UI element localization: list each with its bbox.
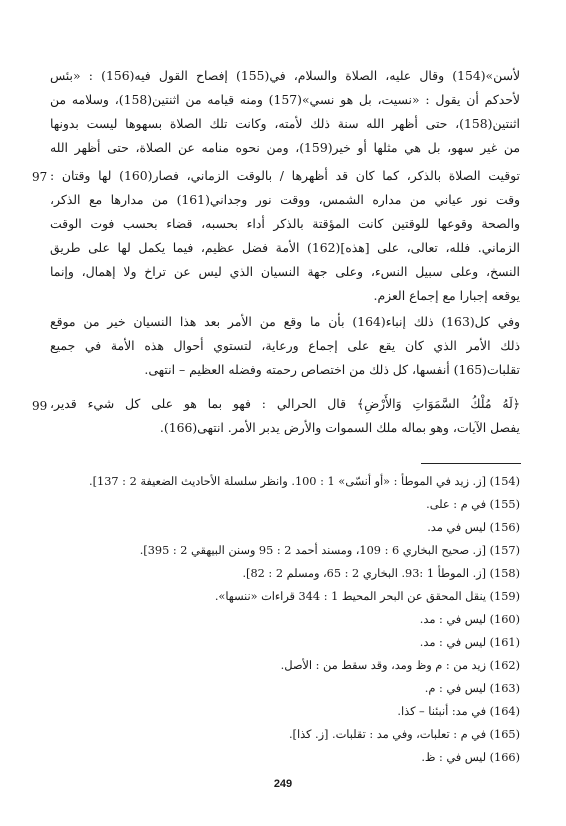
footnote: (165) في م : تعلبات، وفي مد : تقلبات. [ز. كذا].: [288, 728, 520, 741]
verse-number: 99: [32, 399, 48, 413]
footnote: (157) [ز. صحيح البخاري 6 : 109، ومسند أحمد 2 : 95 وسنن البيهقي 2 : 395].: [139, 544, 520, 557]
page-number: 249: [273, 778, 293, 790]
body-line: يفصل الآيات، وهو بماله ملك السموات والأرض يدبر الأمر. انتهى(166).: [159, 420, 520, 435]
body-line: الزماني. فلله، تعالى، على [هذه](162) الأمة فضل عظيم، فيما يكمل لها على طريق: [50, 240, 520, 255]
footnote: (155) في م : على.: [426, 498, 520, 511]
verse-number: 97: [32, 170, 48, 184]
body-line: يوقعه إجبارا مع إجماع العزم.: [373, 288, 520, 303]
footnote: (154) [ز. زيد في الموطأ : «أو أنسّى» 1 : 100. وانظر سلسلة الأحاديث الضعيفة 2 : 137].: [89, 475, 520, 488]
body-line: لأحدكم أن يقول : «نسيت، بل هو نسي»(157) ومنه قيامه من اثنتين(158)، وسلامه من: [50, 92, 520, 107]
body-line: ذلك الأمر الذي كان يقع على إجماع ورعاية، لتستوي أحوال هذه الأمة في جميع: [50, 338, 520, 353]
footnote: (159) ينقل المحقق عن البحر المحيط 1 : 344 قراءات «ننسها».: [214, 590, 520, 603]
body-line: ﴿لَهُ مُلْكُ السَّمَوَاتِ وَالأَرْضِ﴾ قال الحرالي : فهو بما هو على كل شيء قدير،: [50, 396, 520, 411]
footnote-separator: [421, 463, 521, 464]
body-line: تقلبات(165) أنفسها، كل ذلك من اختصاص رحمته وفضله العظيم – انتهى.: [144, 362, 520, 377]
footnote: (166) ليس في : ظ.: [421, 751, 520, 764]
footnote: (163) ليس في : م.: [424, 682, 520, 695]
body-line: وفي كل(163) ذلك إنباء(164) بأن ما وقع من الأمر بعد هذا النسيان خير من موقع: [50, 314, 520, 329]
body-line: النسخ، وعلى سبيل النسء، وعلى جهة النسيان الذي ليس عن تراخ ولا إهمال، وإنما: [50, 264, 520, 279]
body-line: لأسن»(154) وقال عليه، الصلاة والسلام، في(155) إفصاح القول فيه(156) : «بئس: [50, 68, 520, 83]
body-line: من غير سهو، بل هي مثلها أو خير(159)، ومن نحوه منامه عن الصلاة، حتى أظهر الله: [50, 140, 520, 155]
footnote: (161) ليس في : مد.: [419, 636, 520, 649]
body-line: وقت نور عياني من مداره الشمس، ووقت نور وجداني(161) من مدارها مع الذكر،: [50, 192, 520, 207]
body-line: والصحة وقوعها للوقتين كانت المؤقتة بالذكر أداء بحسبه، قضاء بحسب فوت الوقت: [50, 216, 520, 231]
body-line: اثنتين(158)، حتى أظهر الله سنة ذلك لأمته، وكانت تلك الصلاة بسهوها ليست بدونها: [50, 116, 520, 131]
footnote: (160) ليس في : مد.: [419, 613, 520, 626]
body-line: توقيت الصلاة بالذكر، كما كان قد أظهرها / بالوقت الزماني، فصار(160) لها وقتان :: [50, 168, 520, 183]
footnote: (162) زيد من : م وظ ومد، وقد سقط من : الأصل.: [280, 659, 520, 672]
footnote: (156) ليس في مد.: [427, 521, 520, 534]
footnote: (158) [ز. الموطأ 1 :93. البخاري 2 : 65، ومسلم 2 : 82].: [242, 567, 520, 580]
footnote: (164) في مد: أنبئنا – كذا.: [397, 705, 520, 718]
